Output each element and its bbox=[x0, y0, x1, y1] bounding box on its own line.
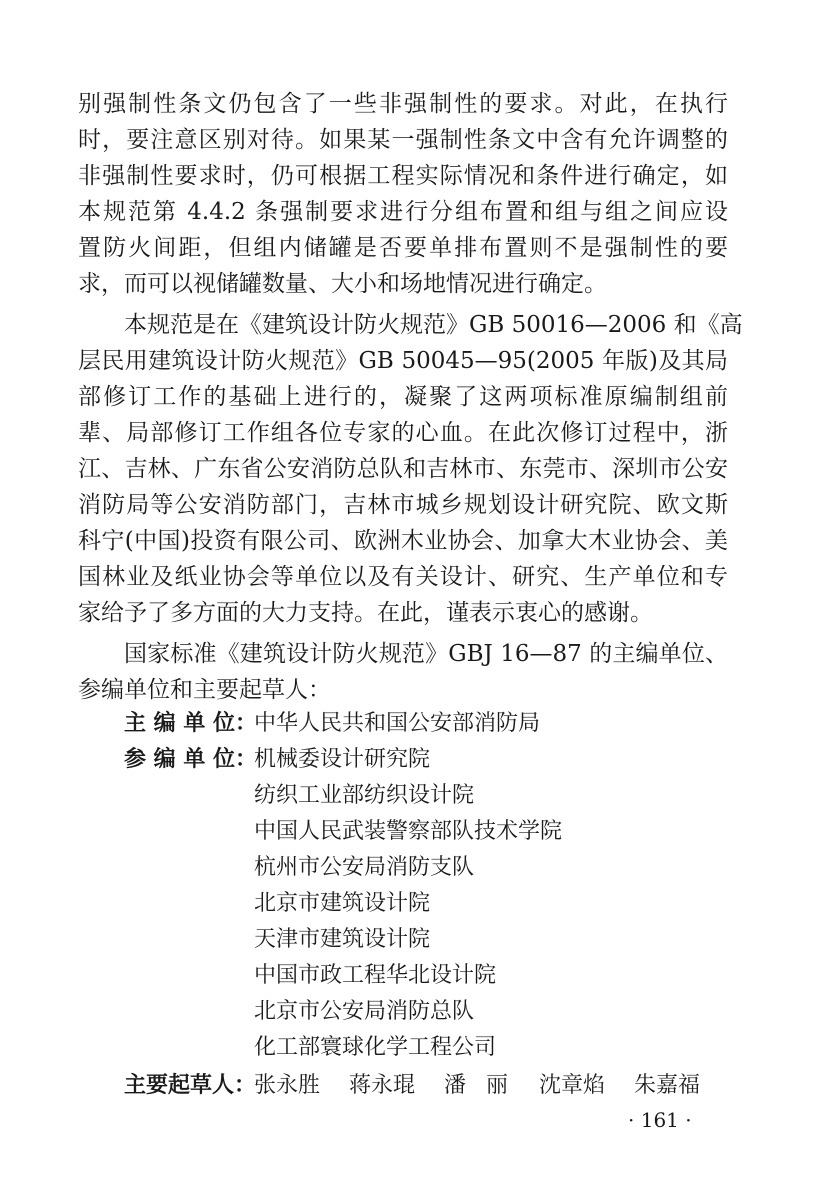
participating-unit: 杭州市公安局消防支队 bbox=[254, 855, 475, 880]
chief-editor-label: 主 编 单 位： bbox=[124, 711, 257, 736]
drafters-label: 主要起草人： bbox=[124, 1073, 257, 1098]
participating-unit: 纺织工业部纺织设计院 bbox=[254, 783, 475, 808]
text-line: 科宁(中国)投资有限公司、欧洲木业协会、加拿大木业协会、美 bbox=[78, 528, 728, 554]
text-line: 辈、局部修订工作组各位专家的心血。在此次修订过程中，浙 bbox=[78, 420, 728, 446]
participating-unit: 北京市建筑设计院 bbox=[254, 891, 431, 916]
text-line: 消防局等公安消防部门，吉林市城乡规划设计研究院、欧文斯 bbox=[78, 492, 728, 518]
participating-unit: 机械委设计研究院 bbox=[254, 747, 431, 772]
text-line: 部修订工作的基础上进行的，凝聚了这两项标准原编制组前 bbox=[78, 384, 728, 410]
text-line: 本规范第 4.4.2 条强制要求进行分组布置和组与组之间应设 bbox=[78, 199, 728, 225]
text-line: 家给予了多方面的大力支持。在此，谨表示衷心的感谢。 bbox=[78, 600, 653, 626]
participating-row bbox=[0, 851, 819, 885]
participating-unit: 化工部寰球化学工程公司 bbox=[254, 1035, 497, 1060]
participating-row bbox=[0, 923, 819, 957]
drafter-name: 潘丽 bbox=[444, 1073, 529, 1098]
participating-row bbox=[0, 959, 819, 993]
participating-unit: 中国人民武装警察部队技术学院 bbox=[254, 819, 563, 844]
text-line: 参编单位和主要起草人： bbox=[78, 677, 331, 703]
drafter-name: 蒋永琨 bbox=[349, 1073, 416, 1098]
text-line: 层民用建筑设计防火规范》GB 50045—95(2005 年版)及其局 bbox=[78, 348, 728, 374]
participating-row bbox=[0, 743, 819, 777]
participating-row bbox=[0, 887, 819, 921]
participating-unit: 中国市政工程华北设计院 bbox=[254, 963, 497, 988]
participating-row bbox=[0, 995, 819, 1029]
participating-row bbox=[0, 1031, 819, 1065]
text-line: 非强制性要求时，仍可根据工程实际情况和条件进行确定，如 bbox=[78, 163, 728, 189]
text-line: 国家标准《建筑设计防火规范》GBJ 16—87 的主编单位、 bbox=[124, 641, 728, 667]
drafters-row bbox=[0, 1069, 819, 1103]
text-line: 江、吉林、广东省公安消防总队和吉林市、东莞市、深圳市公安 bbox=[78, 456, 728, 482]
text-line: 求，而可以视储罐数量、大小和场地情况进行确定。 bbox=[78, 271, 607, 297]
participating-label: 参 编 单 位： bbox=[124, 747, 257, 772]
text-line: 时，要注意区别对待。如果某一强制性条文中含有允许调整的 bbox=[78, 127, 728, 153]
drafter-name: 张永胜 bbox=[254, 1073, 321, 1098]
participating-row bbox=[0, 815, 819, 849]
drafters-list bbox=[254, 1069, 729, 1103]
drafter-name: 朱嘉福 bbox=[634, 1073, 701, 1098]
drafter-name: 沈章焰 bbox=[539, 1073, 606, 1098]
text-line: 别强制性条文仍包含了一些非强制性的要求。对此，在执行 bbox=[78, 91, 728, 117]
text-line: 国林业及纸业协会等单位以及有关设计、研究、生产单位和专 bbox=[78, 564, 728, 590]
page-number: · 161 · bbox=[628, 1108, 692, 1132]
participating-unit: 天津市建筑设计院 bbox=[254, 927, 431, 952]
participating-unit: 北京市公安局消防总队 bbox=[254, 999, 475, 1024]
chief-editor-row bbox=[0, 707, 819, 741]
participating-row bbox=[0, 779, 819, 813]
text-line: 本规范是在《建筑设计防火规范》GB 50016—2006 和《高 bbox=[124, 312, 743, 338]
text-line: 置防火间距，但组内储罐是否要单排布置则不是强制性的要 bbox=[78, 235, 728, 261]
chief-editor-value: 中华人民共和国公安部消防局 bbox=[254, 711, 541, 736]
